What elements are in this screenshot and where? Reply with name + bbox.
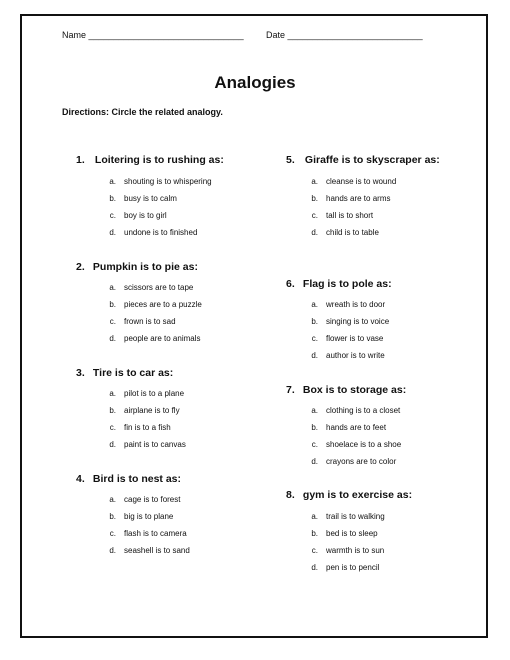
question-prompt: Pumpkin is to pie as: [92, 261, 198, 273]
option-8c[interactable]: c. warmth is to sun [311, 546, 385, 555]
option-1a[interactable]: a. shouting is to whispering [109, 177, 212, 186]
name-field: Name _______________________________ [62, 30, 244, 40]
question-number: 1. [76, 154, 85, 166]
page-title: Analogies [214, 73, 296, 92]
options-question-1 [98, 176, 212, 244]
question-2 [76, 261, 198, 273]
option-7c[interactable]: c. shoelace is to a shoe [311, 440, 402, 449]
question-number: 4. [76, 473, 85, 485]
option-3a[interactable]: a. pilot is to a plane [109, 389, 185, 398]
option-8b[interactable]: b. bed is to sleep [311, 529, 378, 538]
option-3b[interactable]: b. airplane is to fly [109, 406, 180, 415]
options-question-4 [98, 494, 190, 562]
option-5c[interactable]: c. tall is to short [311, 211, 374, 220]
option-6c[interactable]: c. flower is to vase [311, 334, 384, 343]
option-6d[interactable]: d. author is to write [311, 351, 385, 360]
question-6 [286, 278, 392, 290]
option-7a[interactable]: a. clothing is to a closet [311, 406, 401, 415]
option-2c[interactable]: c. frown is to sad [109, 317, 176, 326]
option-1b[interactable]: b. busy is to calm [109, 194, 177, 203]
question-number: 7. [286, 384, 295, 396]
option-7b[interactable]: b. hands are to feet [311, 423, 387, 432]
option-1d[interactable]: d. undone is to finished [109, 228, 198, 237]
question-8 [286, 489, 412, 501]
question-1 [76, 154, 224, 166]
option-4c[interactable]: c. flash is to camera [109, 529, 187, 538]
option-8d[interactable]: d. pen is to pencil [311, 563, 380, 572]
options-question-3 [98, 388, 186, 456]
question-number: 5. [286, 154, 295, 166]
question-prompt: Tire is to car as: [92, 367, 174, 379]
question-number: 8. [286, 489, 295, 501]
options-question-2 [98, 282, 202, 350]
option-4d[interactable]: d. seashell is to sand [109, 546, 190, 555]
question-5 [286, 154, 440, 166]
question-prompt: gym is to exercise as: [302, 489, 413, 501]
option-5b[interactable]: b. hands are to arms [311, 194, 391, 203]
options-question-5 [300, 176, 396, 244]
option-2d[interactable]: d. people are to animals [109, 334, 201, 343]
option-2b[interactable]: b. pieces are to a puzzle [109, 300, 202, 309]
question-number: 2. [76, 261, 85, 273]
option-2a[interactable]: a. scissors are to tape [109, 283, 194, 292]
question-number: 3. [76, 367, 85, 379]
options-question-7 [300, 405, 401, 473]
option-3d[interactable]: d. paint is to canvas [109, 440, 186, 449]
date-field: Date ___________________________ [266, 30, 423, 40]
question-4 [76, 473, 181, 485]
options-question-8 [300, 511, 385, 579]
option-8a[interactable]: a. trail is to walking [311, 512, 385, 521]
directions-text: Directions: Circle the related analogy. [62, 107, 223, 117]
option-5a[interactable]: a. cleanse is to wound [311, 177, 397, 186]
option-6a[interactable]: a. wreath is to door [311, 300, 386, 309]
option-4b[interactable]: b. big is to plane [109, 512, 174, 521]
option-5d[interactable]: d. child is to table [311, 228, 379, 237]
options-question-6 [300, 299, 389, 367]
question-prompt: Flag is to pole as: [302, 278, 392, 290]
option-6b[interactable]: b. singing is to voice [311, 317, 390, 326]
option-7d[interactable]: d. crayons are to color [311, 457, 397, 466]
question-7 [286, 384, 406, 396]
option-3c[interactable]: c. fin is to a fish [109, 423, 171, 432]
question-3 [76, 367, 173, 379]
question-prompt: Bird is to nest as: [92, 473, 182, 485]
option-4a[interactable]: a. cage is to forest [109, 495, 181, 504]
question-prompt: Loitering is to rushing as: [94, 154, 224, 166]
question-prompt: Box is to storage as: [302, 384, 407, 396]
question-number: 6. [286, 278, 295, 290]
question-prompt: Giraffe is to skyscraper as: [304, 154, 440, 166]
option-1c[interactable]: c. boy is to girl [109, 211, 167, 220]
